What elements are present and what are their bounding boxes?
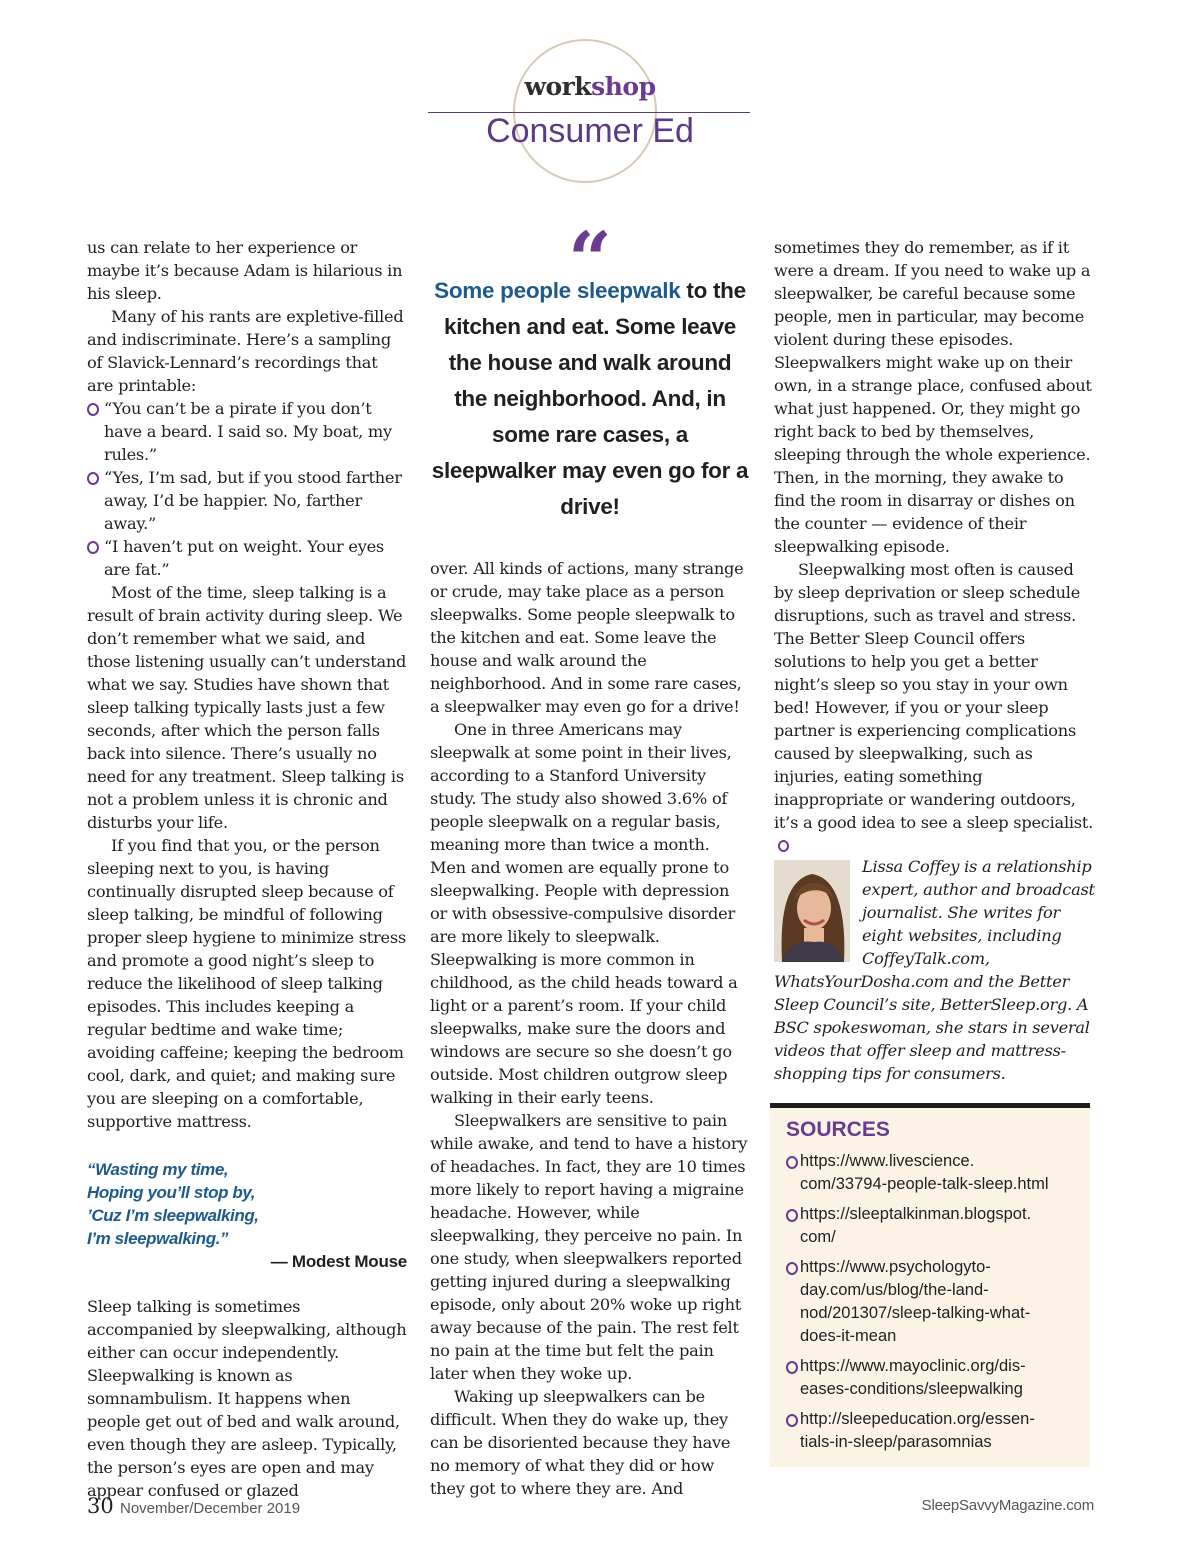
list-item-text: “Yes, I’m sad, but if you stood farther away, I’d be happier. No, farther away.” [104,468,402,533]
paragraph: Many of his rants are expletive-filled and indiscriminate. Here’s a sampling of Slavick-Lennard’s recordings that are printable: [87,307,404,395]
sources-heading: SOURCES [786,1118,890,1141]
source-url: https://sleeptalkinman.blogspot. com/ [800,1205,1032,1246]
paragraph: us can relate to her experience or maybe it’s because Adam is hilarious in his sleep. [87,238,403,303]
paragraph: Sleep talking is sometimes accompanied by sleepwalking, although either can occur independently. Sleepwalking is known as somnambulism. It happens when people get out of bed and walk around, even though they are asleep. Typically, the person’s eyes are open and may appear confused or glazed [87,1297,407,1500]
source-link[interactable] [786,1256,1076,1348]
paragraph: If you find that you, or the person sleeping next to you, is having continually disrupted sleep because of sleep talking, be mindful of following proper sleep hygiene to minimize stress and promote a good night’s sleep to reduce the likelihood of sleep talking episodes. This includes keeping a regular bedtime and wake time; avoiding caffeine; keeping the bedroom cool, dark, and quiet; and making sure you are sleeping on a comfortable, supportive mattress. [87,836,406,1131]
author-bio-text: Lissa Coffey is a relationship expert, author and broadcast journalist. She writes for eight websites, including CoffeyTalk.com, WhatsYourDosha.com and the Better Sleep Council’s site, BetterSleep.org. A BSC spokeswoman, she stars in several videos that offer sleep and mattress-shopping tips for consumers. [774,857,1095,1083]
lyric-line: ’Cuz I’m sleepwalking, [87,1206,259,1225]
article-column-3 [774,236,1096,857]
sources-list [786,1150,1076,1454]
section-label-part2: shop [591,72,656,101]
list-item-text: “I haven’t put on weight. Your eyes are fat.” [104,537,384,579]
list-item [87,397,407,466]
lyric-line: I’m sleepwalking.” [87,1229,229,1248]
bullet-circle-icon [786,1361,798,1374]
sources-box [770,1103,1090,1467]
article-column-2 [430,557,750,1500]
magazine-url: SleepSavvyMagazine.com [921,1497,1094,1514]
paragraph [774,558,1096,857]
page-number: 30 [87,1494,114,1518]
paragraph: One in three Americans may sleepwalk at some point in their lives, according to a Stanford University study. The study also showed 3.6% of people sleepwalk on a regular basis, meaning more than twice a month. Men and women are equally prone to sleepwalking. People with depression or with obsessive-compulsive disorder are more likely to sleepwalk. Sleepwalking is more common in childhood, as the child heads toward a light or a parent’s room. If your child sleepwalks, make sure the doors and windows are secure so she doesn’t go outside. Most children outgrow sleep walking in their early teens. [430,720,738,1107]
bullet-circle-icon [87,403,99,416]
pull-quote-highlight: Some people sleepwalk [434,278,681,303]
article-column-1 [87,236,407,1502]
quote-list [87,397,407,581]
author-bio [774,855,1096,1085]
song-lyric-quote [87,1158,407,1250]
source-link[interactable] [786,1150,1076,1196]
list-item [87,535,407,581]
pull-quote [430,273,750,525]
list-item-text: “You can’t be a pirate if you don’t have a beard. I said so. My boat, my rules.” [104,399,392,464]
section-label [440,72,740,101]
quotation-mark-icon: “ [568,215,612,304]
paragraph: Most of the time, sleep talking is a result of brain activity during sleep. We don’t remember what we said, and those listening usually can’t understand what we say. Studies have shown that sleep talking typically lasts just a few seconds, after which the person falls back into silence. There’s usually no need for any treatment. Sleep talking is not a problem unless it is chronic and disturbs your life. [87,583,407,832]
source-url: https://www.livescience. com/33794-people-talk-sleep.html [800,1152,1049,1193]
paragraph: over. All kinds of actions, many strange or crude, may take place as a person sleepwalks. Some people sleepwalk to the kitchen and eat. Some leave the house and walk around the neighborhood. And in some rare cases, a sleepwalker may even go for a drive! [430,559,744,716]
source-link[interactable] [786,1408,1076,1454]
bullet-circle-icon [786,1156,798,1169]
bullet-circle-icon [786,1414,798,1427]
lyric-attribution: — Modest Mouse [270,1252,407,1271]
source-url: http://sleepeducation.org/essen- tials-in-sleep/parasomnias [800,1410,1035,1451]
source-link[interactable] [786,1355,1076,1401]
paragraph-text: Sleepwalking most often is caused by sleep deprivation or sleep schedule disruptions, such as travel and stress. The Better Sleep Council offers solutions to help you get a better night’s sleep so you stay in your own bed! However, if you or your sleep partner is experiencing complications caused by sleepwalking, such as injuries, eating something inappropriate or wandering outdoors, it’s a good idea to see a sleep specialist. [774,560,1094,832]
bullet-circle-icon [786,1209,798,1222]
source-url: https://www.mayoclinic.org/dis- eases-conditions/sleepwalking [800,1357,1026,1398]
section-label-part1: work [524,72,592,101]
source-url: https://www.psychologyto- day.com/us/blog/the-land- nod/201307/sleep-talking-what- does-it-mean [800,1258,1031,1345]
lyric-line: Hoping you’ll stop by, [87,1183,256,1202]
bullet-circle-icon [786,1262,798,1275]
paragraph: Sleepwalkers are sensitive to pain while awake, and tend to have a history of headaches. In fact, they are 10 times more likely to report having a migraine headache. However, while sleepwalking, they perceive no pain. In one study, when sleepwalkers reported getting injured during a sleepwalking episode, only about 20% woke up right away because of the pain. The rest felt no pain at the time but felt the pain later when they woke up. [430,1111,748,1383]
pull-quote-text: to the kitchen and eat. Some leave the house and walk around the neighborhood. And, in some rare cases, a sleepwalker may even go for a drive! [431,278,749,519]
paragraph: Waking up sleepwalkers can be difficult. When they do wake up, they can be disoriented because they have no memory of what they did or how they got to where they are. And [430,1387,731,1498]
lyric-line: “Wasting my time, [87,1160,229,1179]
list-item [87,466,407,535]
paragraph: sometimes they do remember, as if it were a dream. If you need to wake up a sleepwalker, be careful because some people, men in particular, may become violent during these episodes. Sleepwalkers might wake up on their own, in a strange place, confused about what just happened. Or, they might go right back to bed by themselves, sleeping through the whole experience. Then, in the morning, they awake to find the room in disarray or dishes on the counter — evidence of their sleepwalking episode. [774,238,1092,556]
issue-date: November/December 2019 [120,1500,301,1517]
bullet-circle-icon [87,541,99,554]
header-circle-ornament [513,39,657,183]
section-subtitle: Consumer Ed [486,112,694,150]
bullet-circle-icon [87,472,99,485]
end-mark-icon [778,840,789,852]
source-link[interactable] [786,1203,1076,1249]
